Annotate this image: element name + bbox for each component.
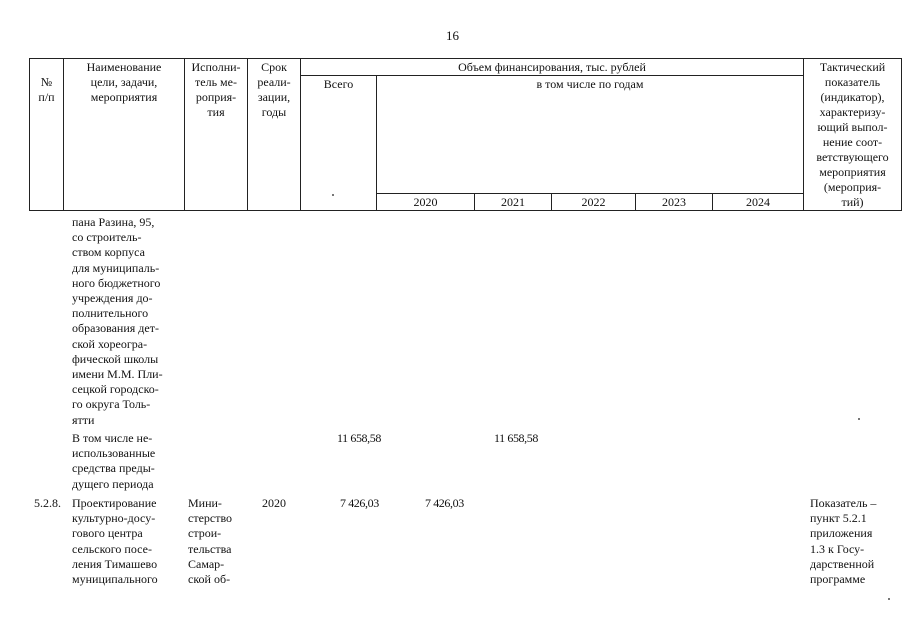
scan-speck <box>858 418 860 420</box>
header-name: Наименование цели, задачи, мероприятия <box>64 59 185 211</box>
including-label: В том числе не- использованные средства преды- дущего периода <box>72 431 156 491</box>
scan-speck <box>332 194 334 196</box>
row-name: Проектирование культурно-досу- гового центра сельского посе- ления Тимашево муниципального <box>72 496 158 587</box>
row-2020: 7 426,03 <box>425 496 464 510</box>
header-indicator: Тактический показатель (индикатор), характеризу- ющий выпол- нение соот- ветствующего мероприятия (мероприя- тий) <box>804 59 902 211</box>
row-total: 7 426,03 <box>340 496 379 510</box>
continued-name-text: пана Разина, 95, со строитель- ством корпуса для муниципаль- ного бюджетного учреждения до- полнительного образования дет- ской хореогра- фической школы имени М.М. Пли- сецкой городско- го округа Толь- ятти <box>72 215 163 427</box>
header-executor: Исполни- тель ме- роприя- тия <box>185 59 248 211</box>
scan-speck <box>888 598 890 600</box>
header-year-2022: 2022 <box>552 194 636 211</box>
header-num: № п/п <box>30 59 64 211</box>
header-by-years: в том числе по годам <box>377 76 804 194</box>
page-number: 16 <box>446 28 459 43</box>
header-term: Срок реали- зации, годы <box>248 59 301 211</box>
header-funding: Объем финансирования, тыс. рублей <box>301 59 804 76</box>
header-year-2020: 2020 <box>377 194 475 211</box>
row-term: 2020 <box>262 496 286 510</box>
row-number: 5.2.8. <box>34 496 61 510</box>
including-2021: 11 658,58 <box>494 431 538 445</box>
table-header <box>29 58 902 211</box>
row-indicator: Показатель – пункт 5.2.1 приложения 1.3 к Госу- дарственной программе <box>810 496 877 587</box>
header-year-2021: 2021 <box>475 194 552 211</box>
header-total: Всего <box>301 76 377 211</box>
row-executor: Мини- стерство строи- тельства Самар- ской об- <box>188 496 233 587</box>
including-total: 11 658,58 <box>337 431 381 445</box>
header-year-2024: 2024 <box>713 194 804 211</box>
header-year-2023: 2023 <box>636 194 713 211</box>
